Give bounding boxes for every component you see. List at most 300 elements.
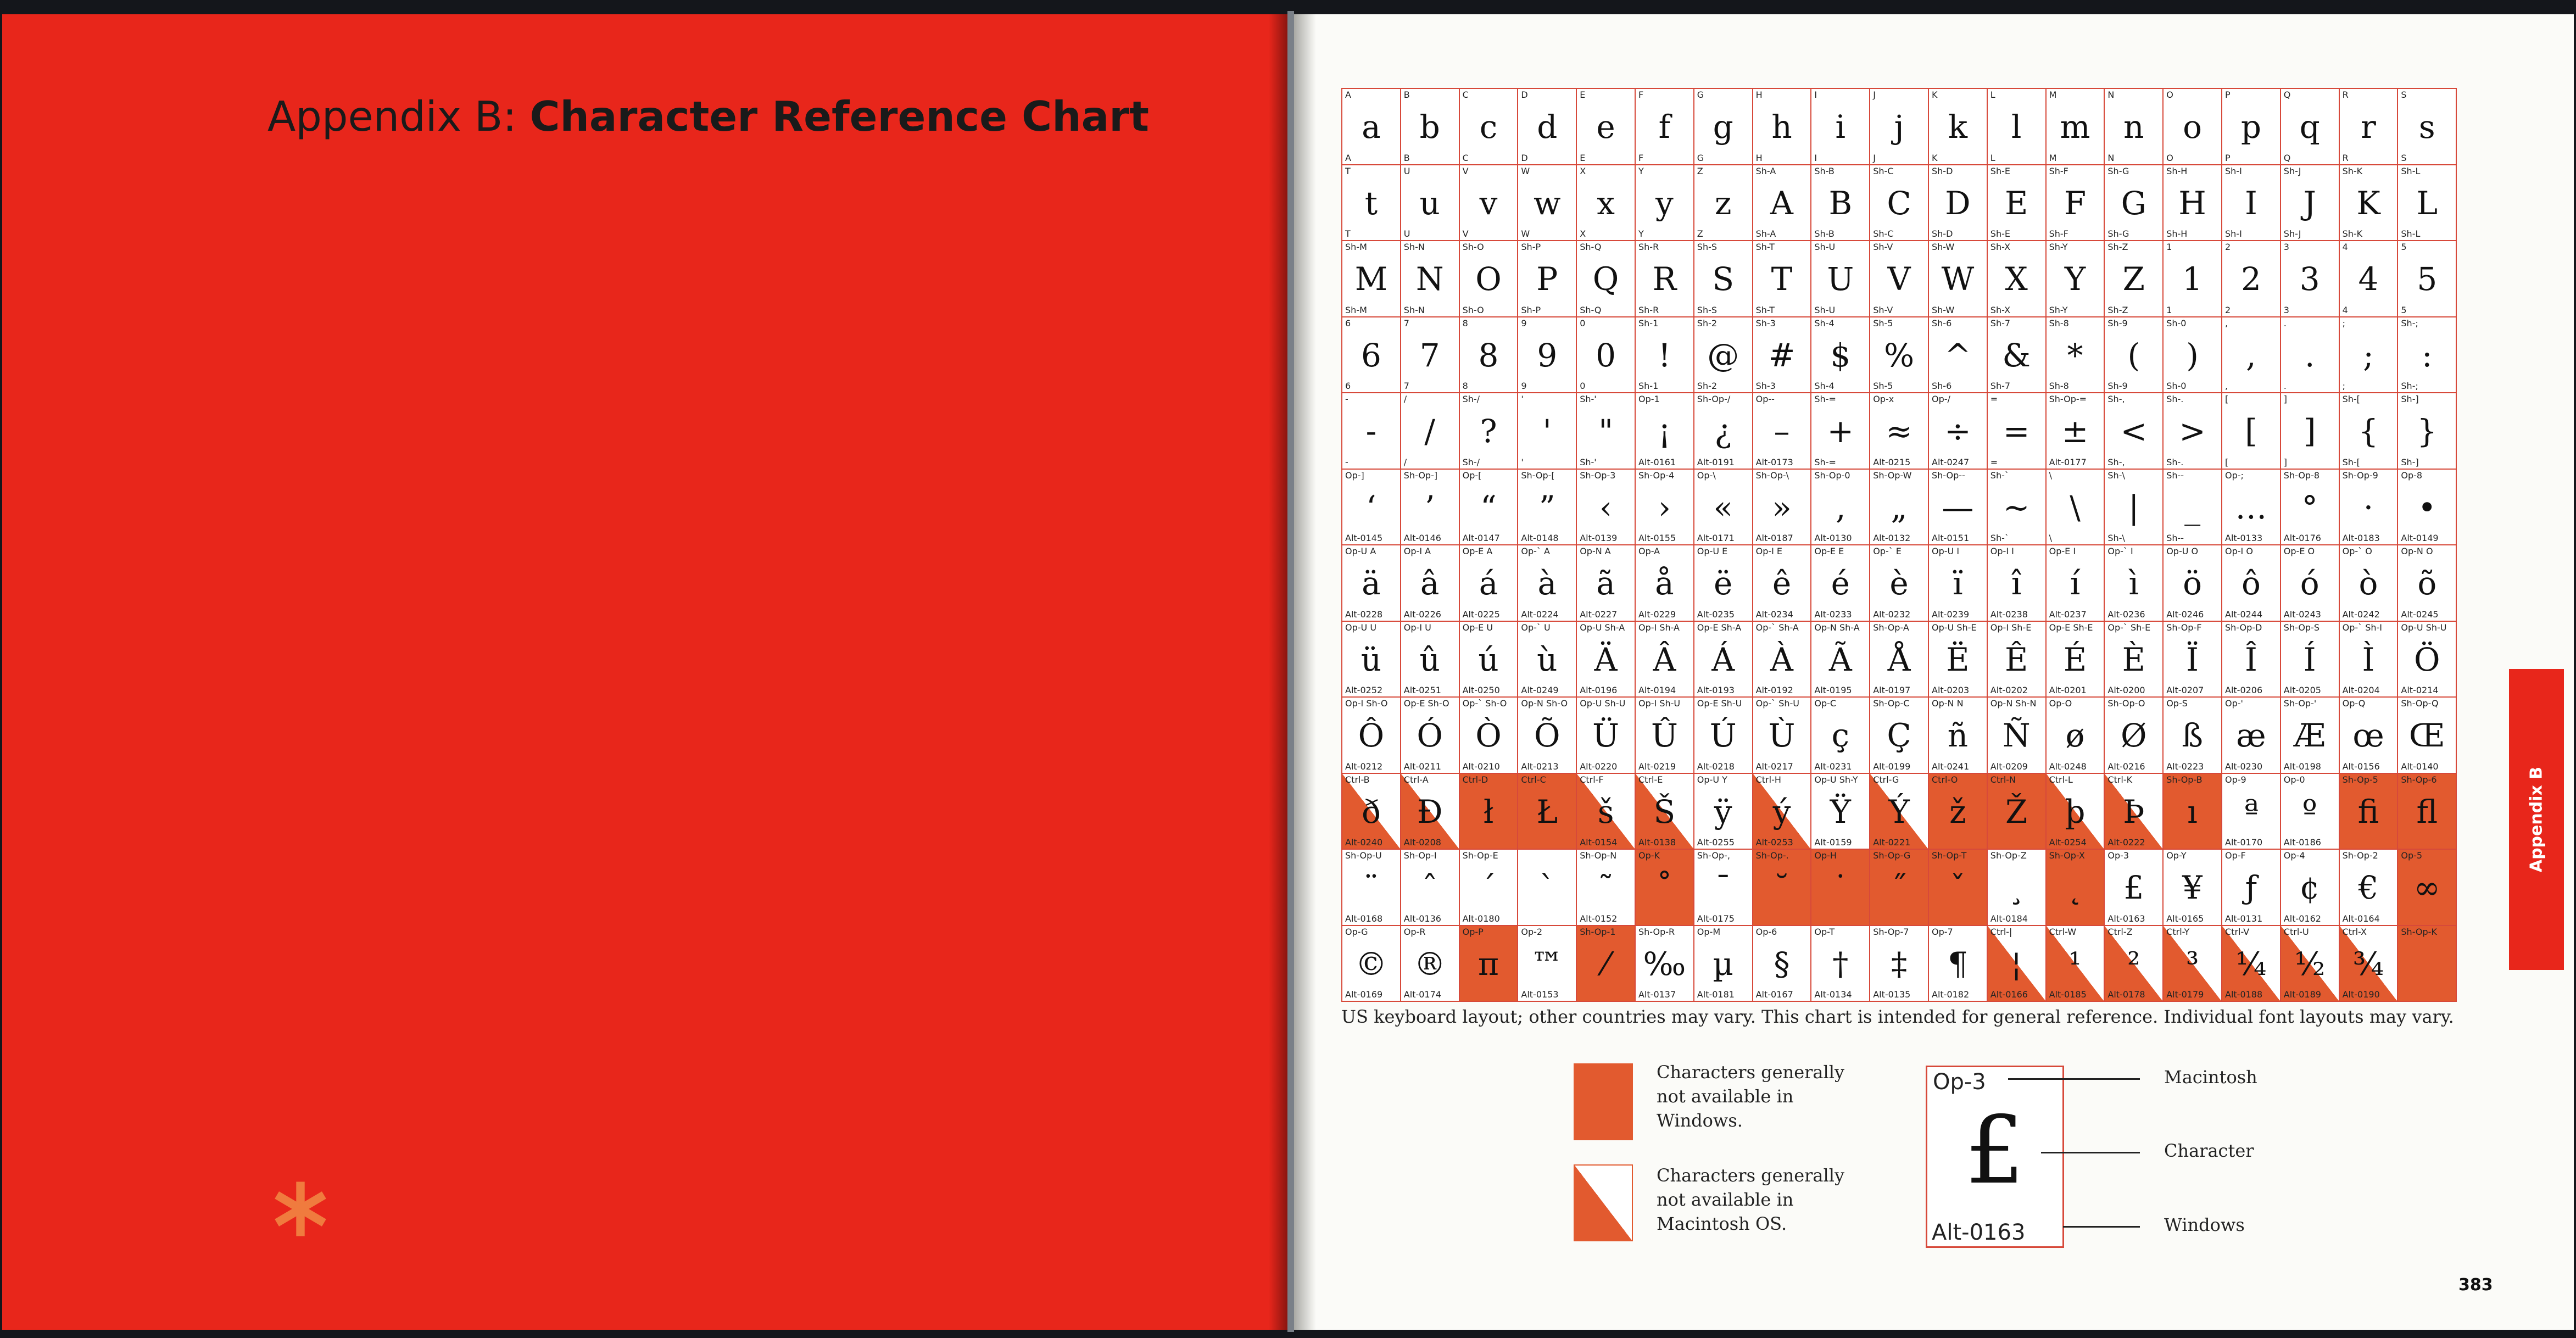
character-glyph: 5: [2417, 260, 2438, 298]
char-cell: [1400, 164, 1460, 242]
char-cell: [1928, 240, 1988, 317]
char-cell: [2045, 164, 2105, 242]
windows-keystroke: Alt-0171: [1697, 533, 1735, 543]
mac-keystroke: Sh-B: [1814, 165, 1835, 176]
windows-keystroke: H: [1755, 152, 1763, 163]
mac-keystroke: Op-U I: [1932, 546, 1960, 556]
windows-keystroke: Sh-;: [2401, 381, 2418, 391]
character-glyph: ß: [2182, 717, 2203, 754]
char-cell: [1400, 88, 1460, 165]
windows-keystroke: Alt-0221: [1873, 837, 1911, 848]
char-cell: [1635, 773, 1694, 850]
windows-keystroke: Alt-0238: [1990, 609, 2028, 620]
char-cell: [2162, 164, 2222, 242]
mac-keystroke: Op-U Sh-A: [1580, 622, 1625, 633]
character-glyph: Ì: [2362, 640, 2375, 678]
char-cell: [1928, 544, 1988, 622]
windows-keystroke: Alt-0211: [1403, 761, 1441, 772]
windows-keystroke: Sh-O: [1462, 304, 1484, 315]
character-glyph: #: [1768, 336, 1796, 374]
windows-keystroke: Alt-0230: [2225, 761, 2263, 772]
windows-keystroke: Alt-0190: [2342, 989, 2380, 1000]
windows-keystroke: Sh-3: [1755, 381, 1776, 391]
windows-keystroke: Sh-K: [2342, 228, 2363, 239]
mac-keystroke: ,: [2225, 317, 2228, 328]
mac-keystroke: Op-Y: [2166, 850, 2187, 861]
char-cell: [1635, 392, 1694, 470]
char-cell: [1752, 88, 1812, 165]
mac-keystroke: Op-Q: [2342, 698, 2366, 709]
windows-keystroke: Alt-0139: [1580, 533, 1618, 543]
char-cell: [1752, 925, 1812, 1002]
character-glyph: N: [1415, 260, 1444, 298]
mac-keystroke: Op-U O: [2166, 546, 2199, 556]
character-glyph: õ: [2417, 565, 2437, 602]
mac-keystroke: Sh-L: [2401, 165, 2421, 176]
char-cell: [1693, 621, 1753, 698]
char-cell: [2045, 316, 2105, 394]
character-glyph: ù: [1537, 640, 1558, 678]
mac-keystroke: Op-6: [1755, 926, 1777, 937]
character-glyph: Ë: [1946, 640, 1970, 678]
mac-keystroke: Ctrl-U: [2283, 926, 2309, 937]
character-glyph: ¾: [2352, 945, 2384, 983]
mac-keystroke: Op-E Sh-E: [2049, 622, 2093, 633]
char-cell: [1517, 469, 1577, 546]
character-glyph: ⁄: [1603, 945, 1609, 983]
character-glyph: v: [1479, 184, 1498, 222]
title-light: Appendix B:: [267, 92, 517, 141]
windows-keystroke: Alt-0147: [1462, 533, 1500, 543]
char-cell: [1810, 316, 1870, 394]
windows-keystroke: Alt-0184: [1990, 913, 2028, 924]
mac-keystroke: Sh-6: [1932, 317, 1952, 328]
mac-keystroke: I: [1814, 90, 1817, 100]
windows-keystroke: Sh-0: [2166, 381, 2187, 391]
character-glyph: G: [2121, 184, 2146, 222]
mac-keystroke: Sh-Op-6: [2401, 774, 2437, 785]
mac-keystroke: Op--: [1755, 394, 1775, 404]
character-glyph: ò: [2358, 565, 2378, 602]
windows-keystroke: Alt-0136: [1403, 913, 1441, 924]
char-cell: [1517, 849, 1577, 926]
mac-keystroke: Op-E Sh-A: [1697, 622, 1742, 633]
character-glyph: ^: [1944, 336, 1971, 374]
char-cell: [1987, 925, 2047, 1002]
windows-keystroke: 1: [2166, 304, 2172, 315]
character-glyph: |: [2128, 488, 2139, 526]
char-cell: [1693, 925, 1753, 1002]
mac-keystroke: Sh-O: [1462, 242, 1484, 252]
page-number: 383: [2458, 1275, 2493, 1295]
legend-text-win-only: Characters generally not available in Macintosh OS.: [1657, 1165, 1845, 1234]
character-glyph: þ: [2065, 793, 2086, 830]
windows-keystroke: Alt-0185: [2049, 989, 2087, 1000]
char-cell: [2045, 88, 2105, 165]
mac-keystroke: H: [1755, 90, 1763, 100]
windows-keystroke: R: [2342, 152, 2349, 163]
character-glyph: ä: [1362, 565, 1381, 602]
windows-keystroke: Sh-E: [1990, 228, 2010, 239]
char-cell: [1459, 544, 1519, 622]
char-cell: [2104, 696, 2164, 774]
windows-keystroke: E: [1580, 152, 1586, 163]
character-glyph: ≈: [1886, 412, 1913, 450]
mac-keystroke: Sh-P: [1521, 242, 1541, 252]
windows-keystroke: Alt-0223: [2166, 761, 2204, 772]
character-glyph: Ù: [1768, 717, 1796, 754]
windows-keystroke: 8: [1462, 381, 1468, 391]
mac-keystroke: Op-T: [1814, 926, 1835, 937]
character-glyph: ¿: [1714, 412, 1732, 450]
character-glyph: D: [1945, 184, 1971, 222]
mac-keystroke: Sh-`: [1990, 470, 2009, 481]
char-cell: [1810, 544, 1870, 622]
character-glyph: Ö: [2414, 640, 2440, 678]
character-glyph: Ú: [1709, 717, 1737, 754]
mac-keystroke: Op-` E: [1873, 546, 1902, 556]
windows-keystroke: Sh-X: [1990, 304, 2011, 315]
char-cell: [1459, 469, 1519, 546]
mac-keystroke: Op-9: [2225, 774, 2246, 785]
windows-keystroke: Sh-Q: [1580, 304, 1602, 315]
mac-keystroke: Ctrl-Y: [2166, 926, 2190, 937]
char-cell: [2397, 240, 2457, 317]
mac-keystroke: Op-7: [1932, 926, 1953, 937]
char-cell: [1869, 925, 1929, 1002]
windows-keystroke: Alt-0237: [2049, 609, 2087, 620]
windows-keystroke: Alt-0148: [1521, 533, 1559, 543]
char-cell: [2397, 696, 2457, 774]
windows-keystroke: Sh-9: [2107, 381, 2128, 391]
character-glyph: H: [2178, 184, 2206, 222]
character-glyph: ï: [1953, 565, 1963, 602]
char-cell: [1987, 773, 2047, 850]
windows-keystroke: Alt-0186: [2283, 837, 2321, 848]
character-glyph: •: [2417, 488, 2436, 526]
mac-keystroke: Sh-Op-.: [1755, 850, 1789, 861]
windows-keystroke: Sh-M: [1345, 304, 1367, 315]
mac-keystroke: W: [1521, 165, 1530, 176]
char-cell: [1341, 240, 1401, 317]
windows-keystroke: Alt-0219: [1638, 761, 1676, 772]
windows-keystroke: 2: [2225, 304, 2231, 315]
character-glyph: ¶: [1947, 945, 1968, 983]
mac-keystroke: Op-U Sh-U: [1580, 698, 1626, 709]
character-glyph: u: [1419, 184, 1440, 222]
character-glyph: W: [1941, 260, 1975, 298]
character-glyph: ': [1542, 412, 1552, 450]
mac-keystroke: Op-U E: [1697, 546, 1728, 556]
character-glyph: 6: [1361, 336, 1381, 374]
windows-keystroke: 4: [2342, 304, 2348, 315]
character-glyph: ý: [1772, 793, 1791, 830]
windows-keystroke: Alt-0198: [2283, 761, 2321, 772]
char-cell: [2280, 925, 2340, 1002]
character-glyph: j: [1894, 108, 1904, 146]
char-cell: [1576, 316, 1636, 394]
char-cell: [1928, 469, 1988, 546]
mac-keystroke: Sh-Op-[: [1521, 470, 1555, 481]
char-cell: [1635, 240, 1694, 317]
char-cell: [1987, 164, 2047, 242]
windows-keystroke: Sh-\: [2107, 533, 2125, 543]
character-glyph: d: [1537, 108, 1558, 146]
windows-keystroke: Alt-0130: [1814, 533, 1852, 543]
char-cell: [2162, 773, 2222, 850]
char-cell: [1635, 164, 1694, 242]
mac-keystroke: Sh-Op-1: [1580, 926, 1616, 937]
char-cell: [1576, 773, 1636, 850]
character-glyph: Ó: [1417, 717, 1443, 754]
character-glyph: F: [2064, 184, 2087, 222]
windows-keystroke: =: [1990, 456, 1998, 467]
char-cell: [1693, 164, 1753, 242]
gutter-shadow-left: [1269, 14, 1287, 1330]
windows-keystroke: Alt-0255: [1697, 837, 1735, 848]
character-glyph: î: [2011, 565, 2022, 602]
character-glyph: 2: [2240, 260, 2261, 298]
windows-keystroke: Alt-0174: [1403, 989, 1441, 1000]
char-cell: [1341, 696, 1401, 774]
windows-keystroke: Alt-0170: [2225, 837, 2263, 848]
mac-keystroke: /: [1403, 394, 1407, 404]
char-cell: [2280, 392, 2340, 470]
character-glyph: ç: [1831, 717, 1850, 754]
legend-example-mac: Op-3: [1933, 1069, 1986, 1095]
char-cell: [2221, 696, 2281, 774]
mac-keystroke: Sh-Y: [2049, 242, 2068, 252]
mac-keystroke: Q: [2283, 90, 2291, 100]
mac-keystroke: Sh--: [2166, 470, 2184, 481]
mac-keystroke: 4: [2342, 242, 2348, 252]
character-glyph: !: [1658, 336, 1671, 374]
char-cell: [1928, 88, 1988, 165]
mac-keystroke: Sh-9: [2107, 317, 2128, 328]
windows-keystroke: Alt-0159: [1814, 837, 1852, 848]
windows-keystroke: Alt-0164: [2342, 913, 2380, 924]
mac-keystroke: Sh-F: [2049, 165, 2068, 176]
windows-keystroke: Alt-0201: [2049, 685, 2087, 695]
character-glyph: Ÿ: [1830, 793, 1851, 830]
mac-keystroke: Sh-3: [1755, 317, 1776, 328]
char-cell: [1459, 392, 1519, 470]
windows-keystroke: Alt-0247: [1932, 456, 1970, 467]
character-glyph: Q: [1592, 260, 1619, 298]
mac-keystroke: Sh-5: [1873, 317, 1893, 328]
mac-keystroke: Sh-U: [1814, 242, 1836, 252]
mac-keystroke: C: [1462, 90, 1469, 100]
mac-keystroke: P: [2225, 90, 2231, 100]
windows-keystroke: Alt-0254: [2049, 837, 2087, 848]
windows-keystroke: Alt-0204: [2342, 685, 2380, 695]
windows-keystroke: F: [1638, 152, 1644, 163]
mac-keystroke: Ctrl-H: [1755, 774, 1781, 785]
windows-keystroke: Alt-0245: [2401, 609, 2439, 620]
mac-keystroke: [: [2225, 394, 2229, 404]
character-glyph: ﬁ: [2357, 793, 2379, 830]
mac-keystroke: Sh-Op-R: [1638, 926, 1675, 937]
mac-keystroke: 8: [1462, 317, 1468, 328]
character-glyph: /: [1424, 412, 1435, 450]
windows-keystroke: Sh--: [2166, 533, 2184, 543]
mac-keystroke: G: [1697, 90, 1704, 100]
char-cell: [2104, 773, 2164, 850]
char-cell: [2397, 544, 2457, 622]
char-cell: [2104, 925, 2164, 1002]
character-glyph: g: [1713, 108, 1733, 146]
char-cell: [1869, 849, 1929, 926]
character-glyph: ): [2186, 336, 2199, 374]
mac-keystroke: O: [2166, 90, 2173, 100]
char-cell: [2339, 392, 2399, 470]
windows-keystroke: Sh-': [1580, 456, 1597, 467]
character-glyph: †: [1832, 945, 1849, 983]
windows-keystroke: Alt-0145: [1345, 533, 1383, 543]
windows-keystroke: Alt-0236: [2107, 609, 2145, 620]
character-glyph: ž: [1949, 793, 1966, 830]
character-glyph: >: [2179, 412, 2206, 450]
char-cell: [1752, 469, 1812, 546]
character-glyph: ñ: [1947, 717, 1969, 754]
mac-keystroke: Ctrl-W: [2049, 926, 2077, 937]
mac-keystroke: Op-` Sh-I: [2342, 622, 2382, 633]
windows-keystroke: N: [2107, 152, 2115, 163]
mac-keystroke: Sh-': [1580, 394, 1597, 404]
windows-keystroke: Alt-0234: [1755, 609, 1793, 620]
char-cell: [2162, 469, 2222, 546]
windows-keystroke: Alt-0177: [2049, 456, 2087, 467]
char-cell: [1400, 849, 1460, 926]
windows-keystroke: Alt-0168: [1345, 913, 1383, 924]
character-glyph: t: [1364, 184, 1378, 222]
legend-label-win: Windows: [2164, 1214, 2245, 1235]
character-glyph: ‡: [1891, 945, 1908, 983]
windows-keystroke: Z: [1697, 228, 1703, 239]
windows-keystroke: Alt-0229: [1638, 609, 1676, 620]
char-cell: [1459, 849, 1519, 926]
windows-keystroke: Alt-0222: [2107, 837, 2145, 848]
character-glyph: 9: [1537, 336, 1558, 374]
char-cell: [1459, 164, 1519, 242]
windows-keystroke: Alt-0215: [1873, 456, 1911, 467]
mac-keystroke: Sh-0: [2166, 317, 2187, 328]
mac-keystroke: Sh-N: [1403, 242, 1425, 252]
mac-keystroke: Ctrl-V: [2225, 926, 2250, 937]
windows-keystroke: U: [1403, 228, 1410, 239]
character-glyph: E: [2005, 184, 2028, 222]
mac-keystroke: =: [1990, 394, 1998, 404]
windows-keystroke: 7: [1403, 381, 1409, 391]
windows-keystroke: G: [1697, 152, 1704, 163]
char-cell: [2045, 849, 2105, 926]
mac-keystroke: Sh-Op-]: [1403, 470, 1438, 481]
windows-keystroke: Y: [1638, 228, 1644, 239]
char-cell: [1928, 164, 1988, 242]
windows-keystroke: V: [1462, 228, 1469, 239]
windows-keystroke: Alt-0165: [2166, 913, 2204, 924]
windows-keystroke: Alt-0181: [1697, 989, 1735, 1000]
char-cell: [2045, 925, 2105, 1002]
mac-keystroke: Ctrl-G: [1873, 774, 1899, 785]
char-cell: [2397, 773, 2457, 850]
mac-keystroke: Op-E O: [2283, 546, 2315, 556]
mac-keystroke: Sh-[: [2342, 394, 2360, 404]
mac-keystroke: Op-U Y: [1697, 774, 1727, 785]
char-cell: [1693, 696, 1753, 774]
mac-keystroke: \: [2049, 470, 2052, 481]
mac-keystroke: K: [1932, 90, 1938, 100]
char-cell: [1928, 621, 1988, 698]
char-cell: [1459, 696, 1519, 774]
char-cell: [2280, 544, 2340, 622]
character-glyph: V: [1887, 260, 1911, 298]
mac-keystroke: Ctrl-O: [1932, 774, 1958, 785]
windows-keystroke: Sh-,: [2107, 456, 2125, 467]
character-glyph: :: [2422, 336, 2433, 374]
windows-keystroke: Alt-0243: [2283, 609, 2321, 620]
character-glyph: Á: [1711, 640, 1735, 678]
character-glyph: £: [2123, 869, 2144, 906]
mac-keystroke: Op-I Sh-U: [1638, 698, 1681, 709]
mac-keystroke: 9: [1521, 317, 1527, 328]
mac-keystroke: Op-U Sh-U: [2401, 622, 2447, 633]
character-glyph: Õ: [1534, 717, 1560, 754]
windows-keystroke: L: [1990, 152, 1995, 163]
windows-keystroke: P: [2225, 152, 2231, 163]
character-glyph: É: [2063, 640, 2087, 678]
character-glyph: n: [2123, 108, 2144, 146]
char-cell: [1810, 164, 1870, 242]
mac-keystroke: 6: [1345, 317, 1351, 328]
mac-keystroke: Op-E I: [2049, 546, 2076, 556]
mac-keystroke: Op-E Sh-O: [1403, 698, 1449, 709]
character-glyph: ’: [1424, 488, 1435, 526]
char-cell: [1869, 164, 1929, 242]
legend: [1571, 1060, 2505, 1263]
mac-keystroke: Op-` Sh-O: [1462, 698, 1507, 709]
char-cell: [2045, 240, 2105, 317]
windows-keystroke: Alt-0167: [1755, 989, 1793, 1000]
char-cell: [2045, 696, 2105, 774]
char-cell: [2162, 925, 2222, 1002]
character-glyph: π: [1477, 945, 1499, 983]
character-glyph: Y: [2064, 260, 2086, 298]
mac-keystroke: Sh-;: [2401, 317, 2418, 328]
mac-keystroke: Op-O: [2049, 698, 2072, 709]
character-glyph: §: [1774, 945, 1790, 983]
mac-keystroke: Sh-Op-9: [2342, 470, 2378, 481]
mac-keystroke: Ctrl-K: [2107, 774, 2133, 785]
page-title: [267, 92, 1149, 141]
character-glyph: ½: [2294, 945, 2326, 983]
character-glyph: Ô: [1358, 717, 1385, 754]
char-cell: [2104, 88, 2164, 165]
mac-keystroke: Sh-8: [2049, 317, 2069, 328]
char-cell: [2221, 316, 2281, 394]
char-cell: [2162, 392, 2222, 470]
windows-keystroke: Alt-0233: [1814, 609, 1852, 620]
char-cell: [1576, 164, 1636, 242]
char-cell: [1517, 392, 1577, 470]
mac-keystroke: L: [1990, 90, 1995, 100]
windows-keystroke: X: [1580, 228, 1586, 239]
char-cell: [1400, 316, 1460, 394]
windows-keystroke: Sh-L: [2401, 228, 2421, 239]
windows-keystroke: Alt-0239: [1932, 609, 1970, 620]
windows-keystroke: Alt-0146: [1403, 533, 1441, 543]
char-cell: [2104, 621, 2164, 698]
